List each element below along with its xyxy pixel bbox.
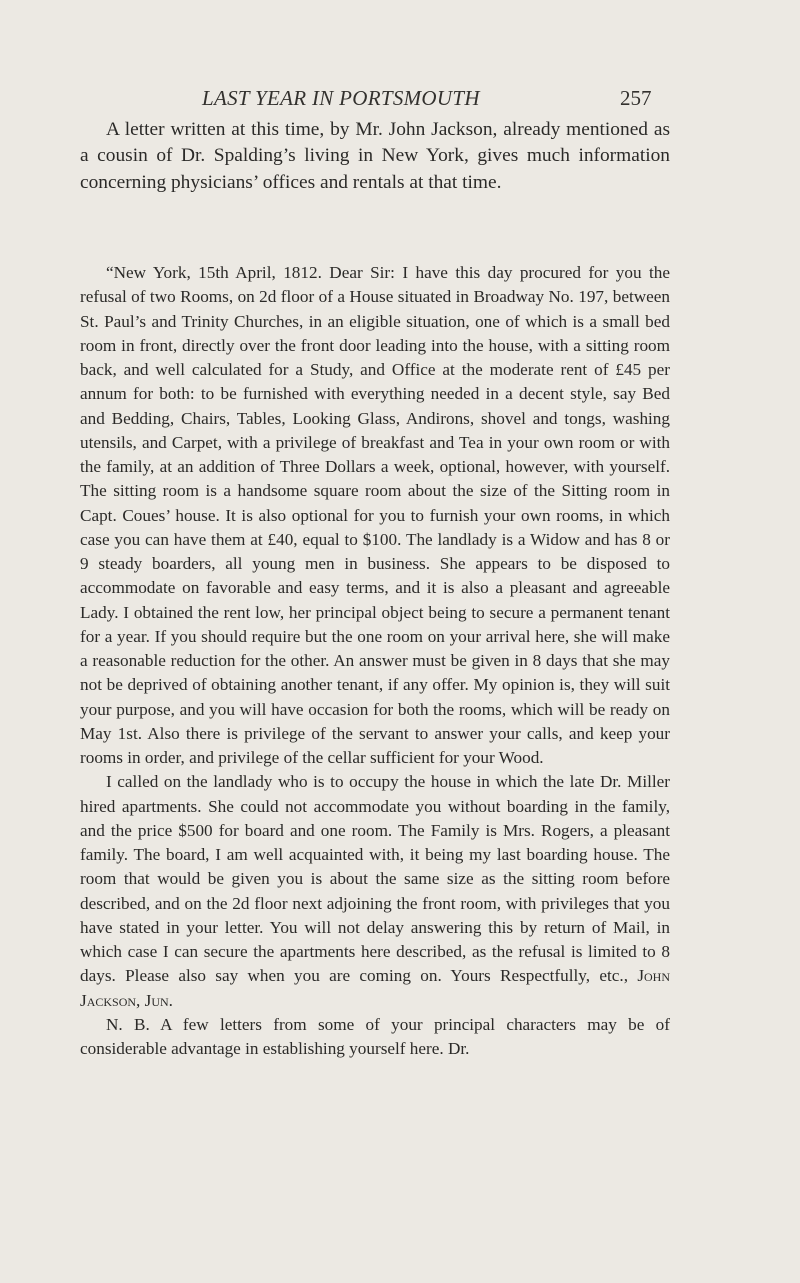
running-title: LAST YEAR IN PORTSMOUTH (202, 86, 480, 110)
postscript-paragraph: N. B. A few letters from some of your principal characters may be of considerable advantage in establishing yourself here. Dr. (80, 1014, 670, 1058)
letter-text (80, 261, 670, 1061)
letter-paragraph-2-text: I called on the landlady who is to occupy the house in which the late Dr. Miller hired apartments. She could not accommodate you without boarding in the family, and the price $500 for board and one room. The Family is Mrs. Rogers, a pleasant family. The board, I am well acquainted with, it being my last boarding house. The room that would be given you is about the same size as the sitting room before described, and on the 2d floor next adjoining the front room, with privileges that you have stated in your letter. You will not delay answering this by return of Mail, in which case I can secure the apartments here described, as the refusal is limited to 8 days. Please also say when you are coming on. Yours Respectfully, etc., (80, 772, 670, 986)
page-number: 257 (620, 86, 652, 110)
intro-paragraph: A letter written at this time, by Mr. John Jackson, already mentioned as a cousin of Dr. Spalding’s living in New York, gives much information concerning physicians’ offices and rentals at that time. (80, 119, 670, 193)
letter-paragraph-1: “New York, 15th April, 1812. Dear Sir: I have this day procured for you the refusal of two Rooms, on 2d floor of a House situated in Broadway No. 197, between St. Paul’s and Trinity Churches, in an eligible situation, one of which is a small bed room in front, directly over the front door leading into the house, with a sitting room back, and well calculated for a Study, and Office at the moderate rent of £45 per annum for both: to be furnished with everything needed in a decent style, say Bed and Bedding, Chairs, Tables, Looking Glass, Andirons, shovel and tongs, washing utensils, and Carpet, with a privilege of breakfast and Tea in your own room or with the family, at an addition of Three Dollars a week, optional, however, with yourself. The sitting room is a handsome square room about the size of the Sitting room in Capt. Coues’ house. It is also optional for you to furnish your own rooms, in which case you can have them at £40, equal to $100. The landlady is a Widow and has 8 or 9 steady boarders, all young men in business. She appears to be disposed to accommodate on favorable and easy terms, and it is also a pleasant and agreeable Lady. I obtained the rent low, her principal object being to secure a permanent tenant for a year. If you should require but the one room on your arrival here, she will make a reasonable reduction for the other. An answer must be given in 8 days that she may not be deprived of obtaining another tenant, if any offer. My opinion is, they will suit your purpose, and you will have occasion for both the rooms, which will be ready on May 1st. Also there is privilege of the servant to answer your calls, and keep your rooms in order, and privilege of the cellar sufficient for your Wood. (80, 263, 670, 767)
letter-signature: John Jackson, Jun. (80, 966, 671, 1010)
letter-paragraph-2 (80, 770, 670, 1013)
